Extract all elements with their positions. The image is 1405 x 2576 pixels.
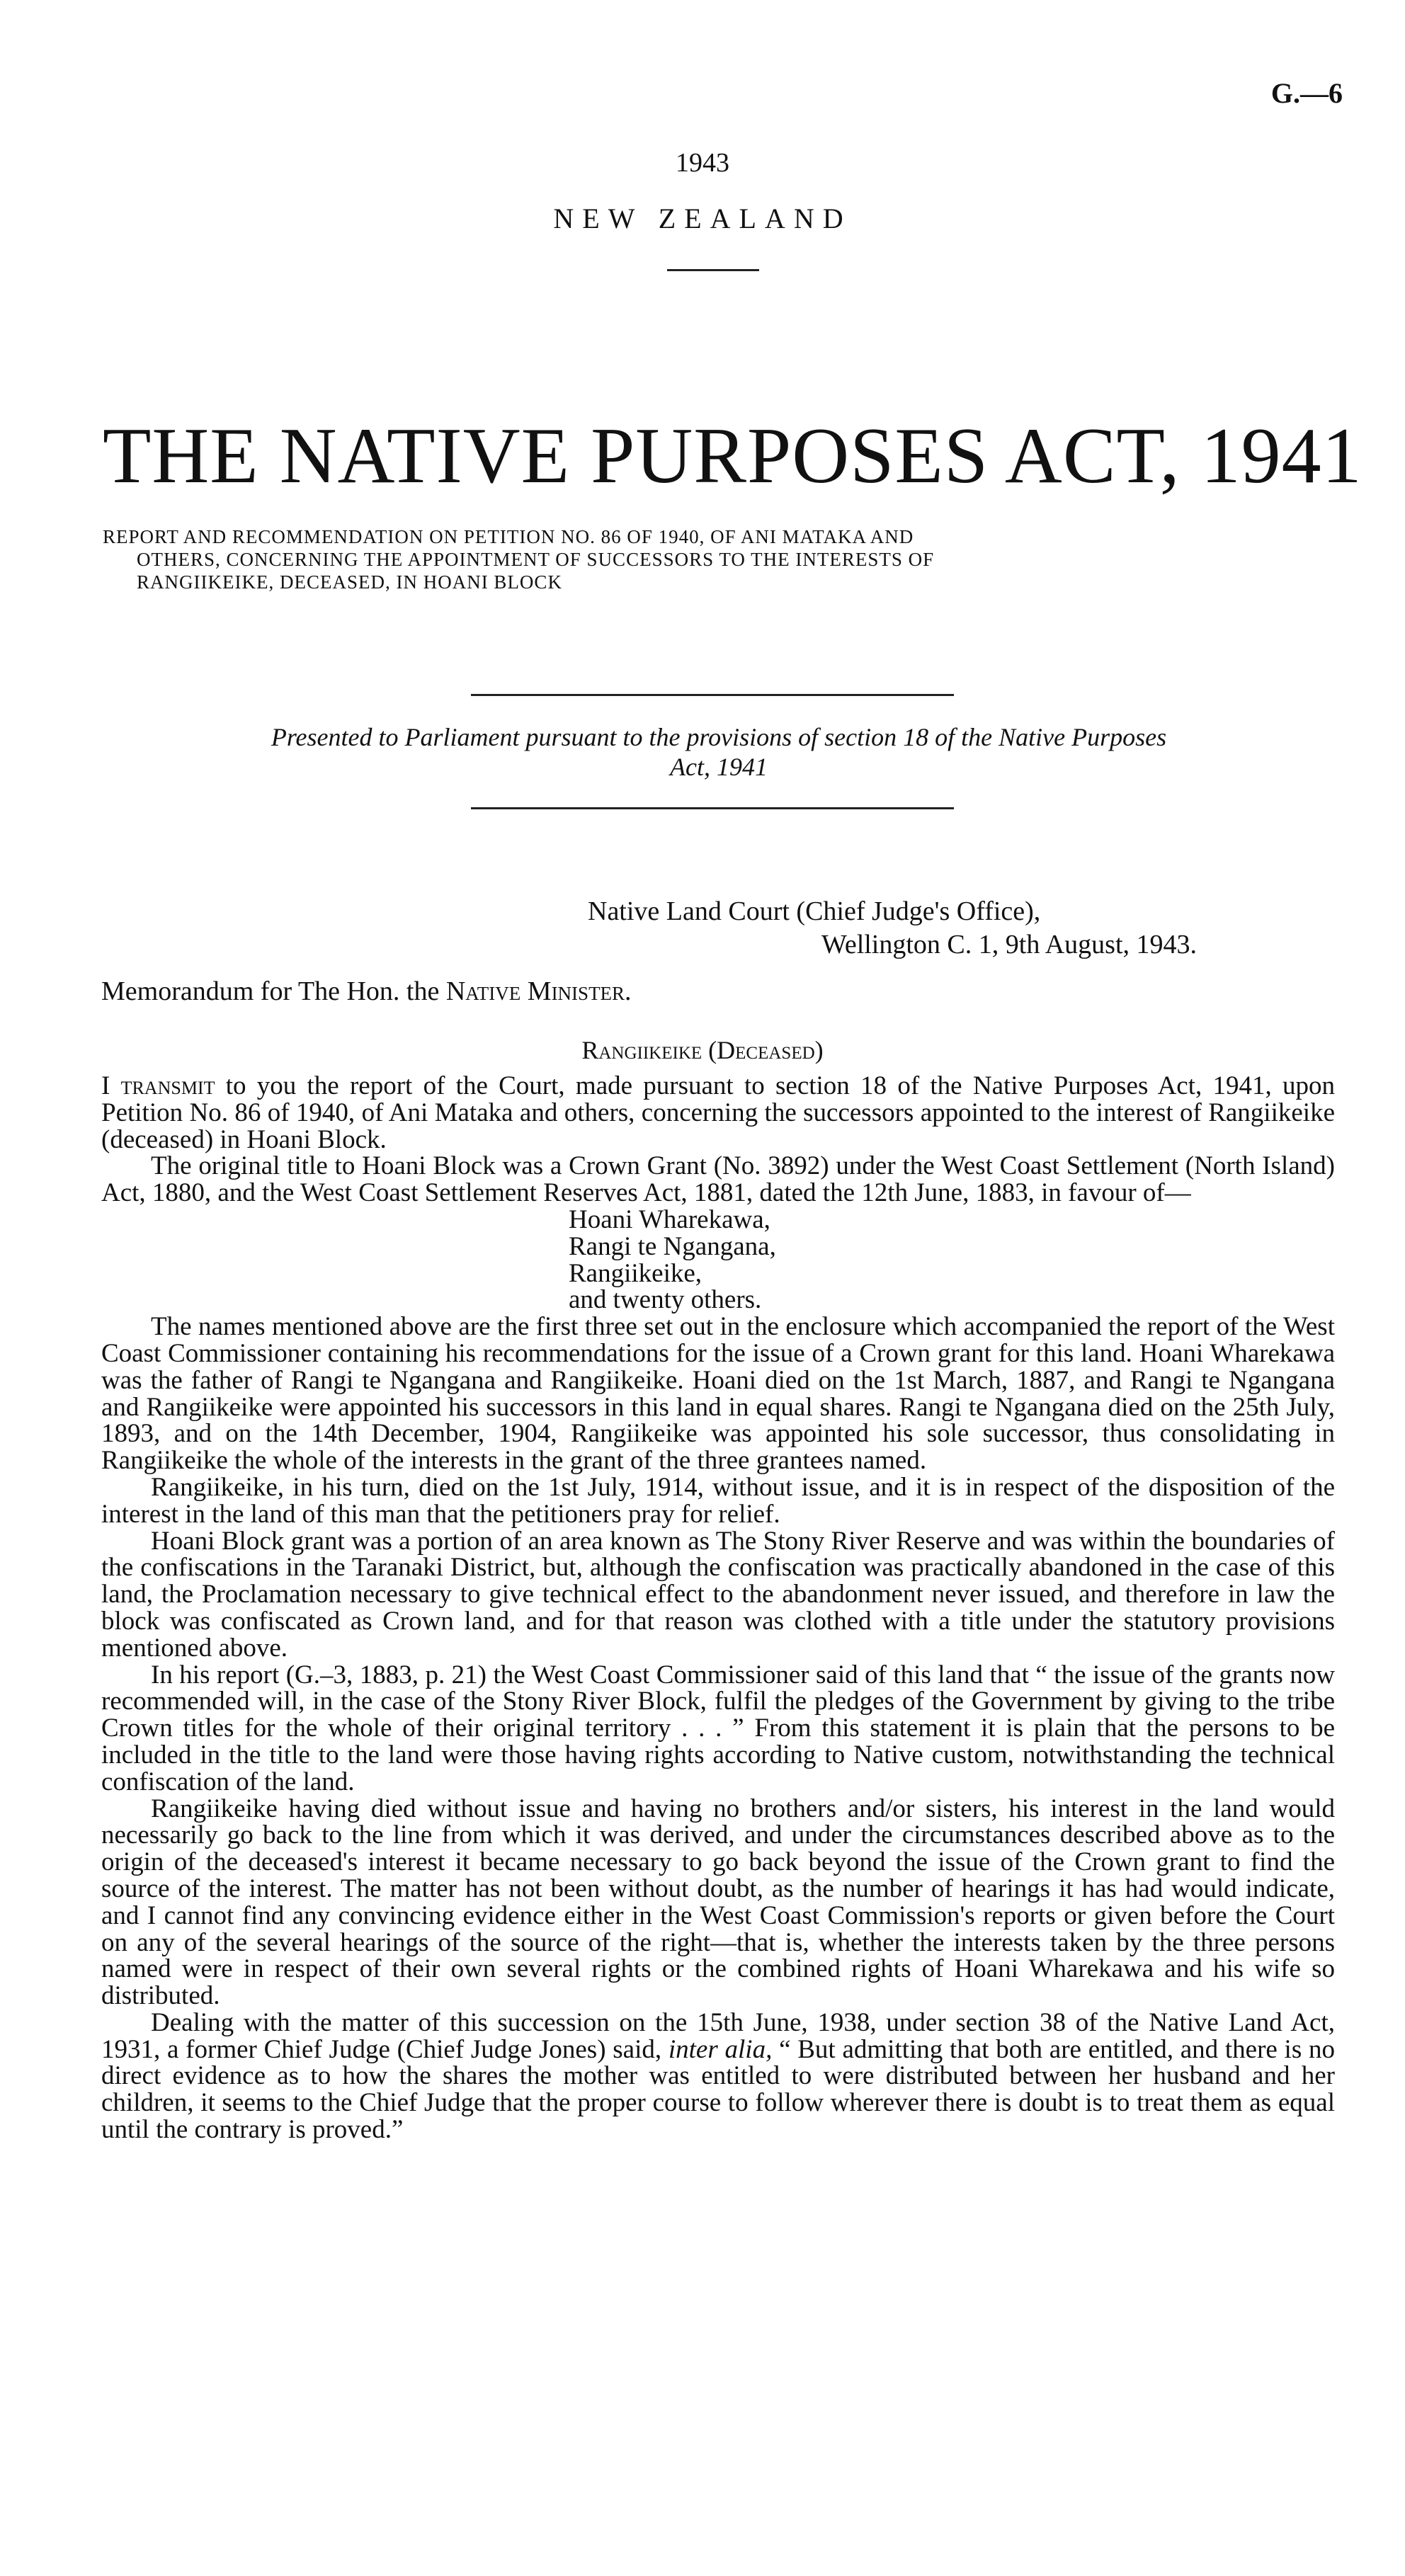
body-paragraph: In his report (G.–3, 1883, p. 21) the West Coast Commissioner said of this land that “ the issue of the grants now recommended will, in the case of the Stony River Block, fulfil the pledges of the Government by giving to the tribe Crown titles for the whole of their original territory . . . ” From this statement it is plain that the persons to be included in the title to the land were those having rights according to Native custom, notwithstanding the technical confiscation of the land. <box>101 1660 1335 1796</box>
document-year: 1943 <box>676 148 729 178</box>
paragraph-text: Dealing with the matter of this succession on the 15th June, 1938, under section 38 of the Native Land Act, 1931, a former Chief Judge (Chief Judge Jones) said, <box>101 2007 1335 2064</box>
paragraph-text: to you the report of the Court, made pursuant to section 18 of the Native Purposes Act, 1941, upon Petition No. 86 of 1940, of Ani Mataka and others, concerning the successors appointed to the interest of Rangiikeike (deceased) in Hoani Block. <box>101 1071 1335 1154</box>
memorandum-prefix: Memorandum for The Hon. the <box>101 976 446 1006</box>
body-paragraph <box>101 2007 1335 2145</box>
divider-rule-lower <box>471 807 954 809</box>
paragraph-text: “ But admitting that both are entitled, and there is no direct evidence as to how the shares the mother was entitled to were distributed between her husband and her children, it seems to the Chief Judge that the proper course to follow wherever there is doubt is to treat them as equal until the contrary is proved.” <box>101 2034 1335 2145</box>
grantee-name: Rangiikeike, <box>569 1258 702 1288</box>
grantee-name: Hoani Wharekawa, <box>569 1204 770 1234</box>
divider-rule-top <box>667 269 759 271</box>
subtitle-line: REPORT AND RECOMMENDATION ON PETITION NO. 86 OF 1940, OF ANI MATAKA AND <box>103 526 914 547</box>
body-paragraph: Rangiikeike, in his turn, died on the 1st July, 1914, without issue, and it is in respect of the disposition of the interest in the land of this man that the petitioners pray for relief. <box>101 1472 1335 1529</box>
body-paragraph: Rangiikeike having died without issue and having no brothers and/or sisters, his interest in the land would necessarily go back to the line from which it was derived, and under the circumstances described above as to the origin of the deceased's interest it became necessary to go back beyond the issue of the Crown grant to find the source of the interest. The matter has not been without doubt, as the number of hearings it has had would indicate, and I cannot find any convincing evidence either in the West Coast Commission's reports or given before the Court on any of the several hearings of the source of the right—that is, whether the interests taken by the three persons named were in respect of their own several rights or the combined rights of Hoani Wharekawa and his wife so distributed. <box>101 1794 1335 2011</box>
sender-address-line: Native Land Court (Chief Judge's Office), <box>588 896 1041 926</box>
presentation-note <box>99 722 1338 782</box>
paragraph-lead: I transmit <box>101 1071 215 1100</box>
document-title: THE NATIVE PURPOSES ACT, 1941 <box>103 412 1363 500</box>
memorandum-body <box>101 1073 1335 2143</box>
body-paragraph: The names mentioned above are the first three set out in the enclosure which accompanied the report of the West Coast Commissioner containing his recommendations for the issue of a Crown grant for this land. Hoani Wharekawa was the father of Rangi te Ngangana and Rangiikeike. Hoani died on the 1st March, 1887, and Rangi te Ngangana and Rangiikeike were appointed his successors in this land in equal shares. Rangi te Ngangana died on the 25th July, 1893, and on the 14th December, 1904, Rangiikeike was appointed his sole successor, thus consolidating in Rangiikeike the whole of the interests in the grant of the three grantees named. <box>101 1312 1335 1476</box>
parliamentary-paper-reference: G.—6 <box>1270 77 1343 109</box>
section-heading: Rangiikeike (Deceased) <box>581 1036 824 1064</box>
body-paragraph: Hoani Block grant was a portion of an area known as The Stony River Reserve and was within the boundaries of the confiscations in the Taranaki District, but, although the confiscation was practically abandoned in the case of this land, the Proclamation necessary to give technical effect to the abandonment never issued, and therefore in law the block was confiscated as Crown land, and for that reason was clothed with a title under the statutory provisions mentioned above. <box>101 1526 1335 1663</box>
subtitle-line: OTHERS, CONCERNING THE APPOINTMENT OF SUCCESSORS TO THE INTERESTS OF <box>137 549 935 570</box>
divider-rule-upper <box>471 694 954 696</box>
grantee-name: Rangi te Ngangana, <box>569 1231 776 1261</box>
presentation-note-line: Presented to Parliament pursuant to the provisions of section 18 of the Native Purposes <box>271 723 1167 751</box>
document-country: NEW ZEALAND <box>553 203 852 234</box>
memorandum-line <box>101 976 632 1007</box>
grantee-list <box>569 1204 1335 1315</box>
body-paragraph: The original title to Hoani Block was a Crown Grant (No. 3892) under the West Coast Settlement (North Island) Act, 1880, and the West Coast Settlement Reserves Act, 1881, dated the 12th June, 1883, in favour of— <box>101 1151 1335 1208</box>
latin-phrase: inter alia, <box>668 2034 773 2064</box>
document-subtitle <box>103 525 1338 593</box>
presentation-note-line: Act, 1941 <box>670 753 768 781</box>
memorandum-addressee: Native Minister. <box>445 976 632 1006</box>
sender-date-line: Wellington C. 1, 9th August, 1943. <box>821 930 1198 959</box>
body-paragraph <box>101 1073 1335 1153</box>
grantee-name: and twenty others. <box>569 1285 762 1315</box>
subtitle-line: RANGIIKEIKE, DECEASED, IN HOANI BLOCK <box>137 571 562 593</box>
